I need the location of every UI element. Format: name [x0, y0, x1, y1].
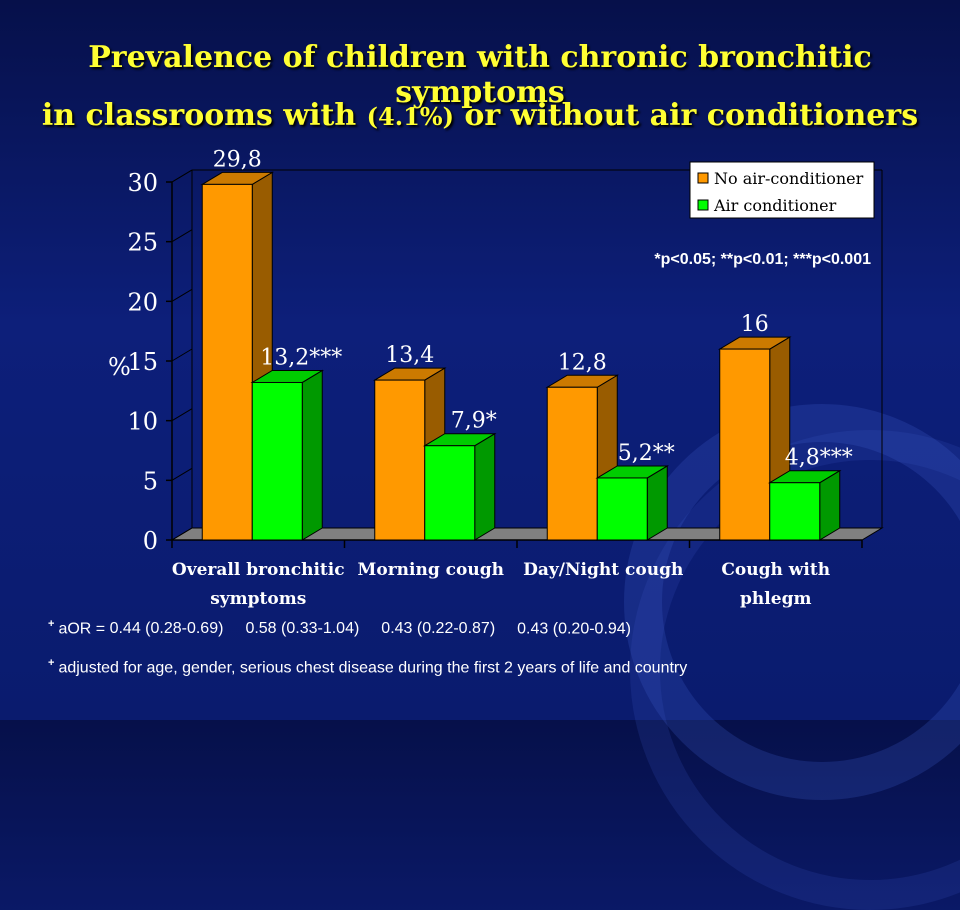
aor-value-4: 0.43 (0.20-0.94)	[517, 620, 632, 638]
bar	[547, 387, 597, 540]
aor-footnote	[48, 618, 631, 638]
x-tick-label: Day/Night cough	[523, 560, 684, 580]
aor-value-2: 0.58 (0.33-1.04)	[245, 620, 360, 638]
y-tick-label: 30	[127, 169, 158, 197]
title-pct: (4.1%)	[366, 102, 454, 131]
bar	[770, 483, 820, 540]
bar-data-label: 7,9*	[450, 408, 497, 434]
y-grid-edge	[172, 349, 192, 361]
title-line-1: Prevalence of children with chronic bronchitic symptoms	[88, 40, 872, 110]
bar	[252, 382, 302, 540]
significance-note: *p<0.05; **p<0.01; ***p<0.001	[654, 251, 871, 268]
bar-data-label: 29,8	[212, 147, 262, 173]
aor-value-1: 0.44 (0.28-0.69)	[109, 620, 224, 638]
adjusted-footnote	[48, 657, 687, 677]
bar-side	[475, 434, 495, 540]
y-axis-label: %	[108, 352, 131, 381]
y-tick-label: 20	[127, 288, 158, 317]
bar-data-label: 13,4	[385, 343, 435, 369]
bar	[425, 446, 475, 540]
y-grid-edge	[172, 289, 192, 301]
y-grid-edge	[172, 230, 192, 242]
legend-swatch	[698, 200, 708, 210]
y-grid-edge	[172, 409, 192, 421]
bar	[720, 349, 770, 540]
adjusted-sup: +	[48, 657, 55, 669]
adjusted-text: adjusted for age, gender, serious chest disease during the first 2 years of life and country	[58, 659, 688, 677]
y-tick-label: 0	[142, 527, 158, 555]
legend-label: No air-conditioner	[714, 169, 864, 188]
bar-data-label: 12,8	[557, 350, 607, 376]
x-tick-label: symptoms	[210, 589, 307, 609]
y-tick-label: 5	[142, 467, 158, 496]
bar-data-label: 5,2**	[617, 440, 675, 466]
aor-sup: +	[48, 618, 55, 630]
bar-data-label: 13,2***	[260, 345, 343, 371]
bar-data-label: 4,8***	[784, 445, 853, 471]
y-tick-label: 25	[127, 228, 158, 257]
legend-label: Air conditioner	[714, 196, 837, 215]
x-tick-label: Overall bronchitic	[171, 560, 345, 580]
x-tick-label: phlegm	[740, 589, 812, 609]
title-line-2-a: in classrooms with	[41, 98, 357, 133]
y-grid-edge	[172, 468, 192, 480]
bar	[202, 184, 252, 540]
aor-prefix: aOR =	[58, 620, 110, 638]
bar	[597, 478, 647, 540]
y-tick-label: 10	[127, 407, 158, 436]
bar-data-label: 16	[740, 312, 769, 338]
bar-side	[302, 370, 322, 540]
bar	[375, 380, 425, 540]
aor-value-3: 0.43 (0.22-0.87)	[381, 620, 496, 638]
bar-side	[647, 466, 667, 540]
title-line-2-b: or without air conditioners	[464, 98, 919, 133]
y-grid-edge	[172, 170, 192, 182]
legend-swatch	[698, 173, 708, 183]
x-tick-label: Morning cough	[357, 560, 504, 580]
y-tick-label: 15	[127, 348, 158, 376]
x-tick-label: Cough with	[721, 560, 831, 580]
